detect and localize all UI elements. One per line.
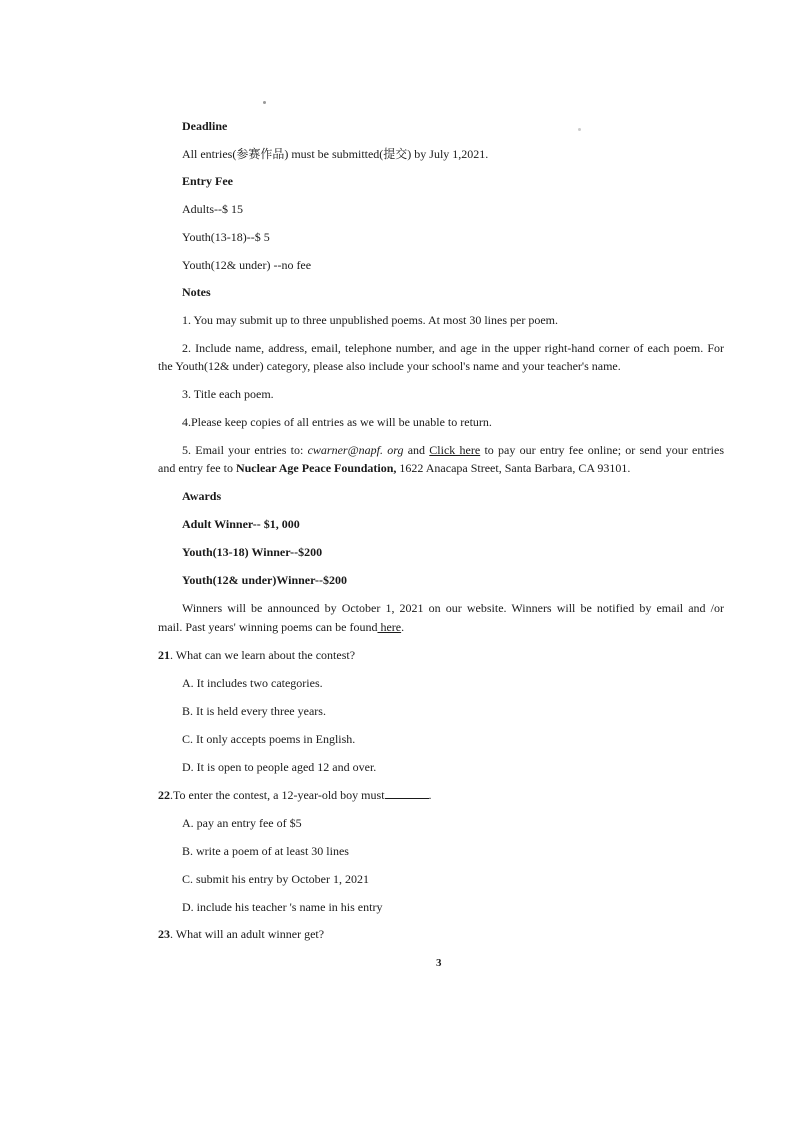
fee-youth-13-18: Youth(13-18)--$ 5 (182, 230, 270, 244)
award-youth-12-under: Youth(12& under)Winner--$200 (182, 573, 348, 587)
question-22 (158, 787, 432, 803)
question-number: 23 (158, 927, 170, 941)
note-5-text: 5. Email your entries to: (182, 443, 308, 457)
note-4: 4.Please keep copies of all entries as we will be unable to return. (182, 415, 492, 429)
note-5-and: and (403, 443, 430, 457)
page-number: 3 (436, 957, 442, 969)
q22-option-d: D. include his teacher 's name in his entry (182, 900, 383, 914)
question-23 (158, 926, 324, 942)
here-link[interactable]: here (377, 620, 402, 634)
note-1: 1. You may submit up to three unpublished poems. At most 30 lines per poem. (182, 313, 558, 327)
deadline-heading: Deadline (182, 119, 228, 133)
q21-option-b: B. It is held every three years. (182, 704, 326, 718)
foundation-address: 1622 Anacapa Street, Santa Barbara, CA 93101. (396, 461, 631, 475)
q21-option-a: A. It includes two categories. (182, 676, 323, 690)
note-5-line-1 (182, 442, 724, 458)
fee-youth-12-under: Youth(12& under) --no fee (182, 258, 312, 272)
question-21 (158, 647, 355, 663)
note-2-line-1: 2. Include name, address, email, telephone number, and age in the upper right-hand corner of each poem. For (182, 341, 724, 355)
question-number: 21 (158, 648, 170, 662)
question-text: . What will an adult winner get? (170, 927, 325, 941)
note-3: 3. Title each poem. (182, 387, 274, 401)
award-adult: Adult Winner-- $1, 000 (182, 517, 300, 531)
q22-option-a: A. pay an entry fee of $5 (182, 816, 302, 830)
answer-blank (385, 787, 429, 799)
award-youth-13-18: Youth(13-18) Winner--$200 (182, 545, 323, 559)
announce-line-2 (158, 619, 404, 635)
deadline-text: All entries(参赛作品) must be submitted(提交) by July 1,2021. (182, 147, 489, 161)
question-text: . What can we learn about the contest? (170, 648, 356, 662)
q21-option-d: D. It is open to people aged 12 and over. (182, 760, 377, 774)
scan-speck (263, 101, 266, 104)
note-2-line-2: the Youth(12& under) category, please also include your school's name and your teacher's name. (158, 359, 621, 373)
announce-line-1: Winners will be announced by October 1, 2021 on our website. Winners will be notified by email and /or (182, 601, 724, 615)
foundation-name: Nuclear Age Peace Foundation, (235, 461, 397, 475)
question-text: .To enter the contest, a 12-year-old boy must (170, 788, 385, 802)
announce-end: . (401, 620, 405, 634)
awards-heading: Awards (182, 489, 222, 503)
scan-speck (578, 128, 581, 131)
note-5-line-2 (158, 460, 630, 476)
question-number: 22 (158, 788, 170, 802)
q22-option-c: C. submit his entry by October 1, 2021 (182, 872, 369, 886)
fee-adults: Adults--$ 15 (182, 202, 243, 216)
click-here-link[interactable]: Click here (429, 443, 481, 457)
announce-text: mail. Past years' winning poems can be found (158, 620, 378, 634)
question-end: . (428, 788, 432, 802)
note-5-line-2-start: and entry fee to (158, 461, 236, 475)
q22-option-b: B. write a poem of at least 30 lines (182, 844, 349, 858)
note-5-text-end: to pay our entry fee online; or send your entries (480, 443, 725, 457)
q21-option-c: C. It only accepts poems in English. (182, 732, 356, 746)
entry-fee-heading: Entry Fee (182, 174, 233, 188)
email-address: cwarner@napf. org (307, 443, 404, 457)
notes-heading: Notes (182, 285, 211, 299)
